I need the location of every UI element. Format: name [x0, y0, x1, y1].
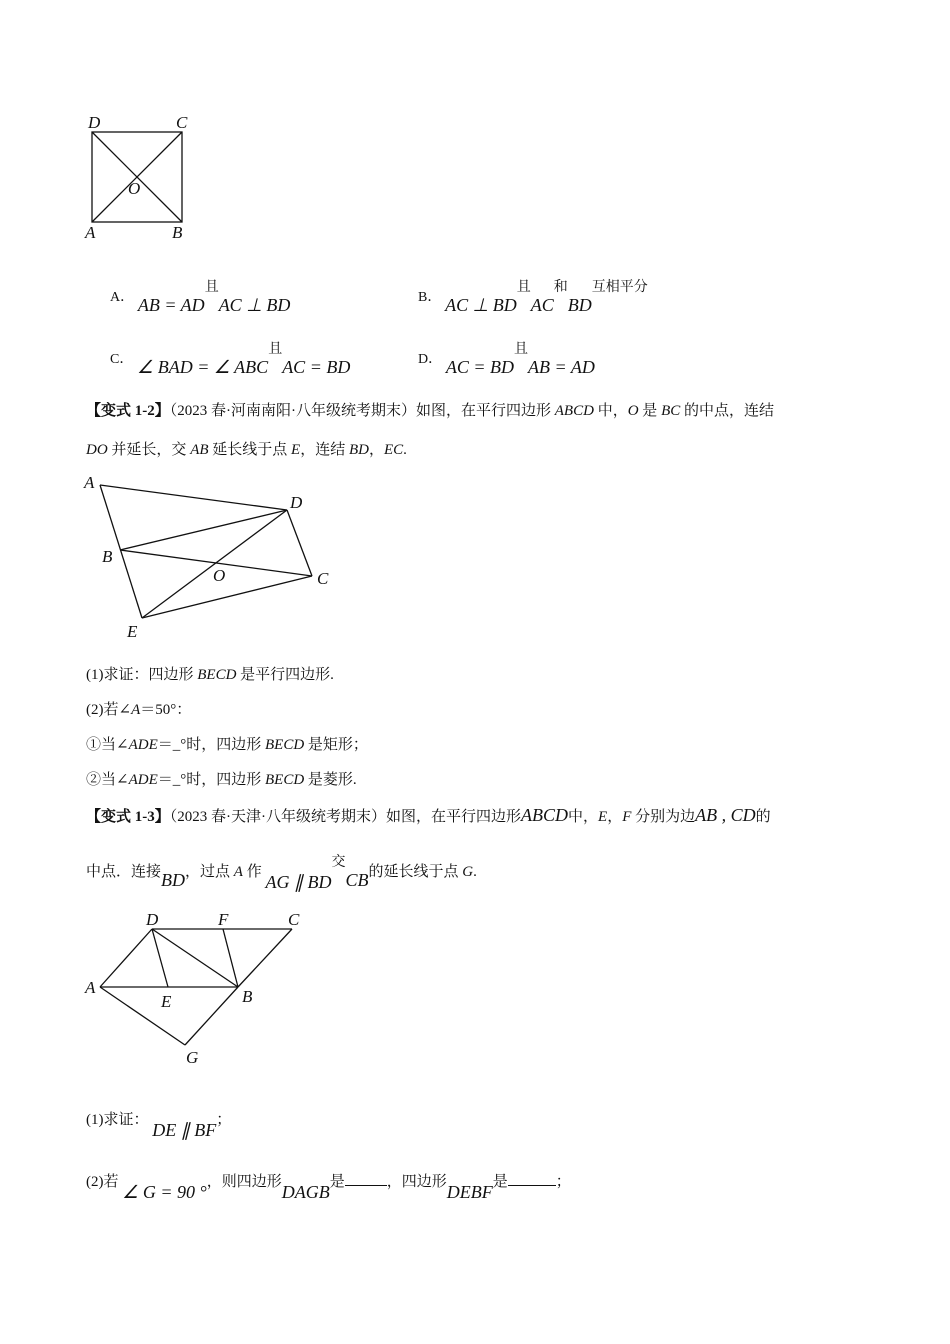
text: 是平行四边形.: [236, 667, 334, 683]
math-ade: ADE: [128, 737, 158, 753]
text: 的中点，连结: [680, 403, 774, 419]
option-d-math2: AB = AD: [528, 357, 595, 377]
square-diagram: [80, 108, 200, 243]
option-a-math1: AB = AD: [137, 295, 205, 315]
label-o: O: [213, 566, 226, 585]
option-a-conj: 且: [204, 280, 219, 295]
math-o: O: [627, 403, 639, 419]
option-c-math1: ∠ BAD = ∠ ABC: [137, 357, 269, 377]
math-ec: EC: [383, 442, 404, 458]
text: 分别为边: [631, 809, 696, 825]
math-abcd: ABCD: [554, 403, 594, 419]
label-c: C: [288, 910, 300, 929]
math-ade: ADE: [128, 772, 158, 788]
figure-square-abcd: [80, 108, 200, 243]
text: 如图，在平行四边形: [386, 809, 522, 825]
text: ＝_°时，四边形: [157, 772, 265, 788]
text: ①当∠: [86, 737, 129, 753]
variant13-line2: [86, 855, 477, 892]
option-a: [110, 280, 291, 315]
text: ；: [216, 1112, 232, 1128]
text: 是矩形；: [304, 737, 368, 753]
label-a: A: [85, 223, 96, 242]
label-o: O: [128, 179, 141, 198]
text: ②当∠: [86, 772, 129, 788]
text: ，则四边形: [206, 1174, 282, 1190]
text: (2)若: [86, 1174, 119, 1190]
variant13-q1: [86, 1108, 232, 1140]
math-becd: BECD: [265, 737, 305, 753]
label-c: C: [176, 113, 188, 132]
text: ；: [555, 1174, 571, 1190]
math-ab: AB: [190, 442, 209, 458]
variant13-q2: [86, 1170, 571, 1202]
label-b: B: [242, 987, 253, 1006]
math-do: DO: [86, 442, 108, 458]
option-b-math1: AC ⊥ BD: [445, 295, 517, 315]
text: 是: [329, 1174, 345, 1190]
text: ，连结: [300, 442, 349, 458]
variant13-source: （2023 春·天津·八年级统考期末）: [169, 809, 386, 825]
math-cb: CB: [345, 870, 369, 890]
variant12-q2: [86, 700, 191, 720]
math-e: E: [598, 809, 608, 825]
variant12-source: （2023 春·河南南阳·八年级统考期末）: [169, 403, 416, 419]
variant12-q2-2: [86, 770, 357, 790]
text: 交: [331, 855, 346, 870]
option-c: [110, 342, 351, 377]
label-e: E: [127, 622, 138, 641]
answer-blank-2[interactable]: [508, 1171, 556, 1186]
text: (1)求证：: [86, 1112, 149, 1128]
math-e: E: [291, 442, 301, 458]
figure-parallelogram-defg: [80, 905, 320, 1070]
text: ＝_°时，四边形: [157, 737, 265, 753]
text: 是: [638, 403, 662, 419]
option-d: [418, 342, 595, 377]
text: 是菱形.: [304, 772, 357, 788]
label-b: B: [102, 547, 113, 566]
option-b: [418, 280, 648, 315]
option-d-label: D．: [418, 352, 443, 367]
math-abcd: ABCD: [521, 805, 569, 825]
option-b-tail: 互相平分: [591, 280, 648, 295]
parallelogram-diagram: [80, 470, 340, 645]
text: 作: [242, 864, 262, 880]
variant13-line1: [86, 805, 771, 827]
variant12-line1: [86, 401, 774, 421]
text: (2)若∠: [86, 702, 132, 718]
variant12-q1: [86, 665, 334, 685]
text: .: [473, 864, 477, 880]
option-b-math3: BD: [567, 295, 592, 315]
text: (1)求证：四边形: [86, 667, 198, 683]
parallelogram-diagram-2: [80, 905, 320, 1070]
text: ＝50°：: [140, 702, 192, 718]
option-a-math2: AC ⊥ BD: [218, 295, 291, 315]
text: ，四边形: [386, 1174, 447, 1190]
label-g: G: [186, 1048, 199, 1067]
text: 的: [755, 809, 771, 825]
math-bd: BD: [161, 870, 186, 890]
text: 如图，在平行四边形: [416, 403, 555, 419]
option-d-math1: AC = BD: [445, 357, 515, 377]
label-a: A: [84, 473, 95, 492]
answer-blank-1[interactable]: [345, 1171, 387, 1186]
text: 中点．连接: [86, 864, 162, 880]
math-angle-g: ∠ G = 90 °: [122, 1182, 207, 1202]
text: 并延长，交: [107, 442, 191, 458]
variant12-line2: [86, 440, 407, 460]
text: 是: [492, 1174, 508, 1190]
text: 中，: [593, 403, 628, 419]
math-debf: DEBF: [446, 1182, 493, 1202]
option-b-conj2: 和: [553, 280, 568, 295]
text: 延长线于点: [208, 442, 292, 458]
variant13-tag: 【变式 1-3】: [86, 809, 170, 825]
figure-parallelogram-abcd: [80, 470, 340, 645]
option-b-conj: 且: [516, 280, 531, 295]
math-ag-parallel-bd: AG ∥ BD: [265, 872, 332, 892]
math-bd: BD: [348, 442, 369, 458]
label-b: B: [172, 223, 183, 242]
text: ，: [368, 442, 384, 458]
label-c: C: [317, 569, 329, 588]
variant12-tag: 【变式 1-2】: [86, 403, 170, 419]
math-g: G: [462, 864, 474, 880]
math-de-parallel-bf: DE ∥ BF: [152, 1120, 217, 1140]
label-f: F: [218, 910, 229, 929]
option-a-label: A．: [110, 290, 135, 305]
math-ab-cd: AB , CD: [695, 805, 756, 825]
option-d-conj: 且: [514, 342, 529, 357]
math-a: A: [131, 702, 141, 718]
math-becd: BECD: [265, 772, 305, 788]
text: .: [403, 442, 407, 458]
math-a: A: [233, 864, 243, 880]
math-bc: BC: [661, 403, 681, 419]
math-f: F: [622, 809, 632, 825]
variant12-q2-1: [86, 735, 368, 755]
text: ，过点: [185, 864, 234, 880]
label-d: D: [290, 493, 303, 512]
math-dagb: DAGB: [281, 1182, 330, 1202]
option-c-math2: AC = BD: [282, 357, 351, 377]
math-becd: BECD: [197, 667, 237, 683]
text: 中，: [568, 809, 599, 825]
option-b-label: B．: [418, 290, 442, 305]
label-d: D: [88, 113, 101, 132]
label-d: D: [146, 910, 159, 929]
label-a: A: [85, 978, 96, 997]
option-b-math2: AC: [530, 295, 554, 315]
label-e: E: [161, 992, 172, 1011]
text: ，: [607, 809, 623, 825]
option-c-label: C．: [110, 352, 134, 367]
option-c-conj: 且: [268, 342, 283, 357]
text: 的延长线于点: [368, 864, 463, 880]
